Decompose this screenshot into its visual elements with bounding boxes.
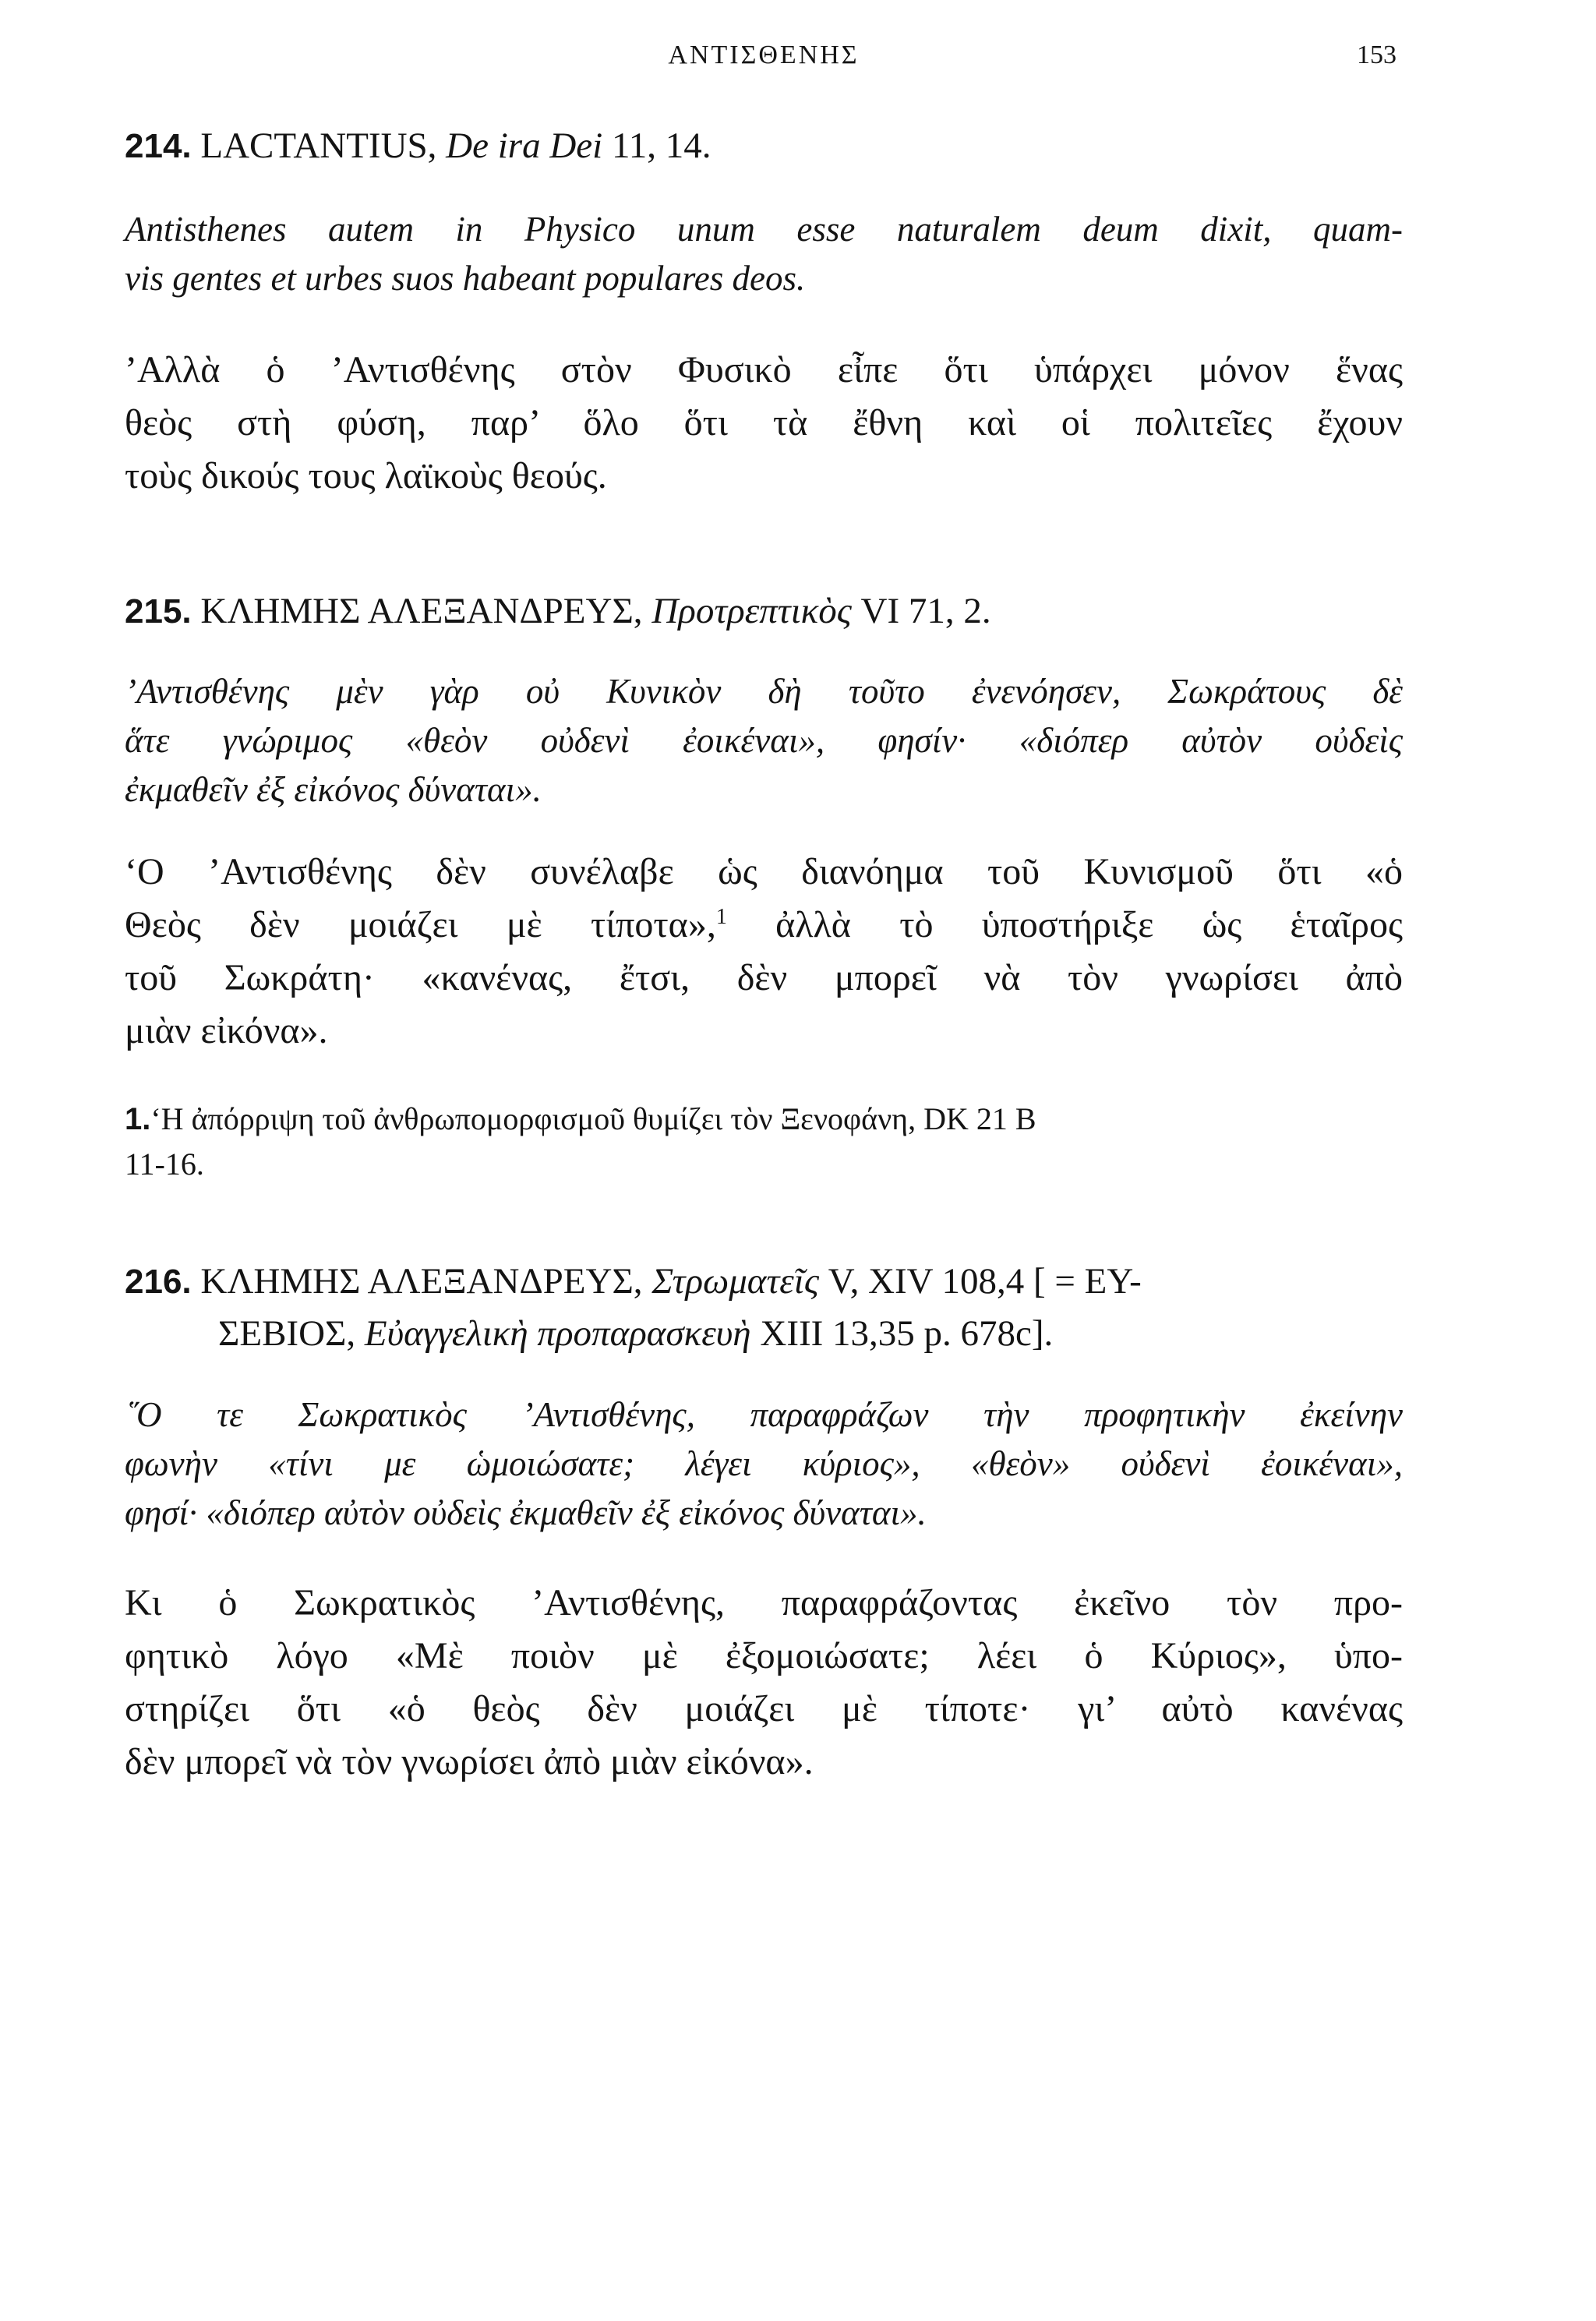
source-author: ΚΛΗΜΗΣ ΑΛΕΞΑΝΔΡΕΥΣ, [200,1261,643,1302]
source-title: Εὐαγγελικὴ προπαρασκευὴ [364,1313,751,1354]
translation-line: Κι ὁ Σωκρατικὸς ’Αντισθένης, παραφράζοντας ἐκεῖνο τὸν προ- [125,1582,1403,1623]
translation-line: ‘Ο ’Αντισθένης δὲν συνέλαβε ὡς διανόημα τοῦ Κυνισμοῦ ὅτι «ὁ [125,851,1403,892]
entry-number: 215. [125,592,192,631]
page [125,31,1403,1789]
footnote-text: ‘Η ἀπόρριψη τοῦ ἀνθρωπομορφισμοῦ θυμίζει τὸν Ξενοφάνη, DK 21 B [150,1101,1036,1136]
source-author: ΣΕΒΙΟΣ, [218,1313,356,1354]
source-title: Προτρεπτικὸς [651,591,852,631]
entry-number: 214. [125,127,192,165]
footnote-line [125,1097,1403,1142]
entry-number: 216. [125,1263,192,1301]
translation-line [125,899,1403,952]
footnote [125,1097,1403,1187]
original-text [125,1390,1403,1538]
original-line: ἅτε γνώριμος «θεὸν οὐδενὶ ἐοικέναι», φησίν· «διόπερ αὐτὸν οὐδεὶς [125,721,1403,760]
footnote-marker[interactable]: 1 [715,905,727,929]
translation-line: τοὺς δικούς τους λαϊκοὺς θεούς. [125,455,607,496]
translation-line: θεὸς στὴ φύση, παρ’ ὅλο ὅτι τὰ ἔθνη καὶ οἱ πολιτεῖες ἔχουν [125,402,1403,443]
translation-text [125,846,1403,1058]
translation-line-part: ἀλλὰ τὸ ὑποστήριξε ὡς ἑταῖρος [775,904,1404,945]
original-text [125,205,1403,303]
translation-line-part: Θεὸς δὲν μοιάζει μὲ τίποτα», [125,904,716,945]
source-reference: V, XIV 108,4 [ = ΕΥ- [828,1261,1142,1302]
source-reference: 11, 14. [611,125,711,166]
translation-text [125,344,1403,503]
footnote-number: 1. [125,1102,151,1136]
translation-line: στηρίζει ὅτι «ὁ θεὸς δὲν μοιάζει μὲ τίποτε· γι’ αὐτὸ κανένας [125,1688,1403,1729]
translation-line: φητικὸ λόγο «Μὲ ποιὸν μὲ ἐξομοιώσατε; λέει ὁ Κύριος», ὑπο- [125,1635,1403,1676]
entry-214 [125,120,1403,503]
source-author: ΚΛΗΜΗΣ ΑΛΕΞΑΝΔΡΕΥΣ, [200,591,643,631]
translation-text [125,1577,1403,1789]
source-reference: VI 71, 2. [860,591,991,631]
entry-heading [125,120,1403,172]
translation-line: τοῦ Σωκράτη· «κανένας, ἔτσι, δὲν μπορεῖ νὰ τὸν γνωρίσει ἀπὸ [125,957,1403,998]
source-title: De ira Dei [446,125,603,166]
footnote-line: 11-16. [125,1146,204,1182]
source-author: LACTANTIUS, [200,125,437,166]
entry-heading-continued [125,1308,1403,1359]
entry-heading [125,585,1403,638]
original-line: ’Αντισθένης μὲν γὰρ οὐ Κυνικὸν δὴ τοῦτο ἐνενόησεν, Σωκράτους δὲ [125,672,1403,711]
running-head [125,31,1403,78]
original-line: φησί· «διόπερ αὐτὸν οὐδεὶς ἐκμαθεῖν ἐξ εἰκόνος δύναται». [125,1493,927,1532]
original-line: vis gentes et urbes suos habeant populares deos. [125,259,806,298]
translation-line: ’Αλλὰ ὁ ’Αντισθένης στὸν Φυσικὸ εἶπε ὅτι ὑπάρχει μόνον ἕνας [125,349,1403,390]
page-number: 153 [1357,41,1396,69]
running-title: ΑΝΤΙΣΘΕΝΗΣ [668,41,860,69]
original-line: ῞Ο τε Σωκρατικὸς ’Αντισθένης, παραφράζων τὴν προφητικὴν ἐκείνην [125,1395,1403,1434]
original-line: Antisthenes autem in Physico unum esse naturalem deum dixit, quam- [125,210,1403,249]
source-reference: XIII 13,35 p. 678c]. [760,1313,1054,1354]
entry-215 [125,585,1403,1187]
entry-heading [125,1256,1403,1308]
translation-line: δὲν μπορεῖ νὰ τὸν γνωρίσει ἀπὸ μιὰν εἰκόνα». [125,1741,814,1782]
original-text [125,667,1403,814]
source-title: Στρωματεῖς [651,1261,819,1302]
original-line: ἐκμαθεῖν ἐξ εἰκόνος δύναται». [125,770,542,809]
translation-line: μιὰν εἰκόνα». [125,1010,328,1051]
entry-216 [125,1256,1403,1789]
original-line: φωνὴν «τίνι με ὡμοιώσατε; λέγει κύριος», «θεὸν» οὐδενὶ ἐοικέναι», [125,1444,1403,1483]
